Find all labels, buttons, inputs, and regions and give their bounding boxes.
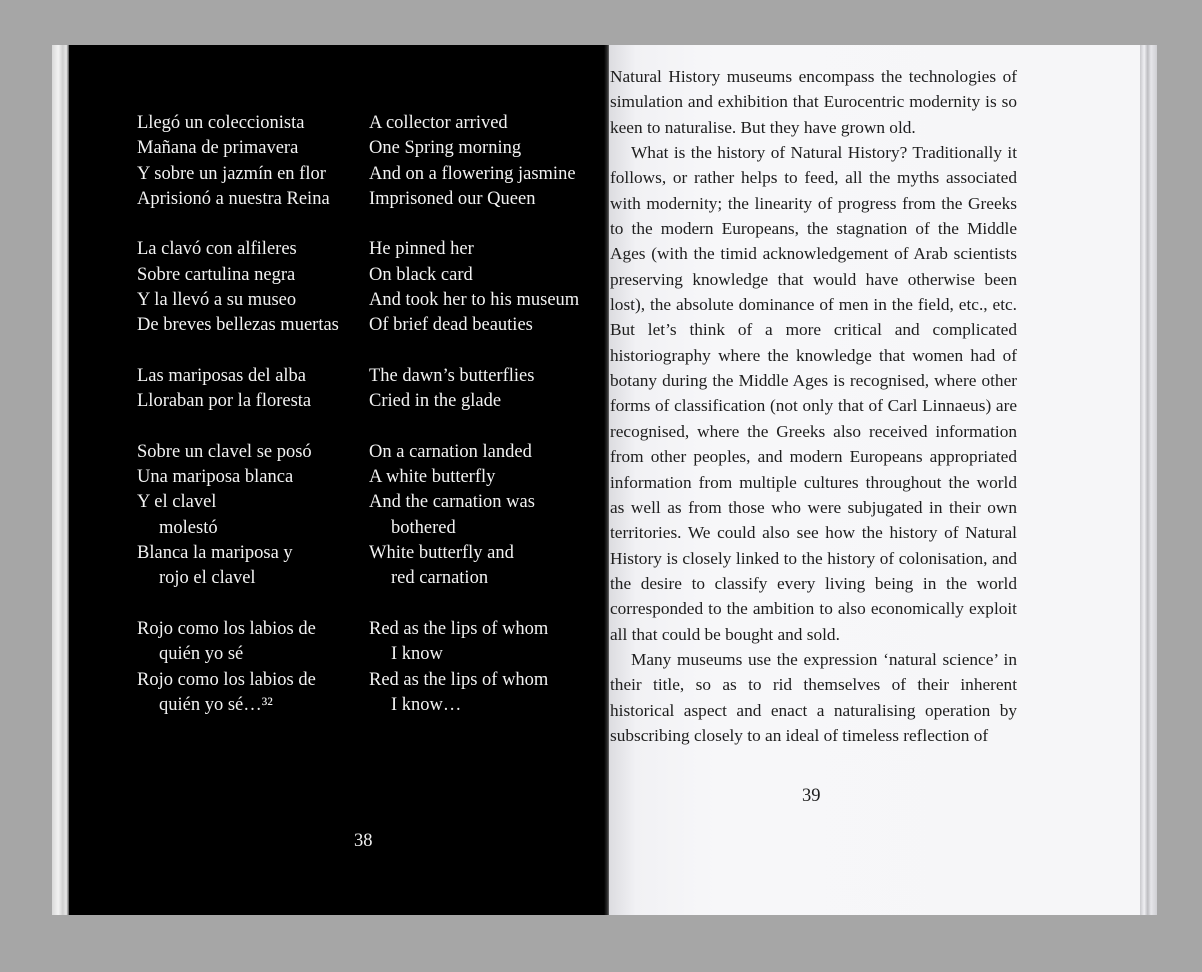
essay-text [610, 64, 1017, 748]
poem-line: red carnation [391, 568, 489, 589]
poem-line: Y el clavel [137, 492, 217, 513]
left-page [69, 45, 607, 915]
poem-line: Llegó un coleccionista [137, 113, 305, 133]
poem-line: I know… [391, 694, 462, 715]
poem-line: quién yo sé [159, 644, 244, 665]
stanza [369, 237, 604, 338]
stanza [137, 617, 362, 718]
stanza [369, 617, 604, 718]
paragraph: What is the history of Natural History? Traditionally it follows, or rather helps to feed, all the myths associated with modernity; the linearity of progress from the Greeks to the modern Europeans, the stagnation of the Middle Ages (with the timid acknowledgement of Arab scientists preserving knowledge that would have otherwise been lost), the absolute dominance of men in the field, etc., etc. But let’s think of a more critical and complicated historiography where the knowledge that women had of botany during the Middle Ages is recognised, where other forms of classification (not only that of Carl Linnaeus) are recognised, where the Greeks also received information from other peoples, and modern Europeans appropriated information from multiple cultures throughout the world as well as from those who were subjugated in their own territories. We could also see how the history of Natural History is closely linked to the history of colonisation, and the desire to classify every living being in the world corresponded to the ambition to also economically exploit all that could be bought and sold. [610, 143, 1017, 644]
poem-line: Sobre un clavel se posó [137, 441, 312, 462]
poem-line: Of brief dead beauties [369, 315, 533, 336]
poem-line: And the carnation was [369, 492, 535, 513]
poem-line: Lloraban por la floresta [137, 391, 312, 412]
left-page-edges [52, 45, 70, 915]
poem-line: rojo el clavel [159, 568, 256, 589]
poem-line: Las mariposas del alba [137, 365, 307, 386]
poem-line: Sobre cartulina negra [137, 264, 296, 285]
poem-line: Aprisionó a nuestra Reina [137, 188, 330, 209]
spanish-poem [137, 111, 362, 743]
poem-line: De breves bellezas muertas [137, 315, 339, 336]
page-number-right: 39 [802, 786, 821, 806]
stanza [369, 364, 604, 415]
english-poem [369, 111, 604, 743]
stanza [369, 111, 604, 212]
poem-line: Blanca la mariposa y [137, 543, 293, 564]
page-number-left: 38 [354, 831, 373, 851]
poem-line: molestó [159, 517, 218, 538]
poem-line: And on a flowering jasmine [369, 163, 576, 184]
poem-line: On a carnation landed [369, 441, 532, 462]
stanza [137, 237, 362, 338]
right-page-edges [1140, 45, 1157, 915]
stanza [137, 111, 362, 212]
paragraph: Many museums use the expression ‘natural science’ in their title, so as to rid themselves of their inherent historical aspect and enact a naturalising operation by subscribing closely to an ideal of timeless reflection of [610, 649, 1017, 745]
poem-line: He pinned her [369, 239, 474, 260]
poem-line: White butterfly and [369, 543, 514, 564]
poem-line: Rojo como los labios de [137, 669, 316, 690]
poem-line: bothered [391, 517, 456, 538]
poem-line: On black card [369, 264, 473, 285]
poem-line: Mañana de primavera [137, 138, 299, 159]
poem-line: Y sobre un jazmín en flor [137, 163, 326, 184]
poem-line: Una mariposa blanca [137, 467, 294, 488]
stanza [137, 364, 362, 415]
poem-line: A collector arrived [369, 113, 508, 133]
stanza [369, 440, 604, 592]
poem-line: Rojo como los labios de [137, 618, 316, 639]
poem-line: Imprisoned our Queen [369, 188, 536, 209]
poem-line: Cried in the glade [369, 391, 502, 412]
poem-line: La clavó con alfileres [137, 239, 297, 260]
stanza [137, 440, 362, 592]
poem-line: And took her to his museum [369, 290, 580, 311]
poem-line: quién yo sé…³² [159, 694, 273, 715]
poem-line: Red as the lips of whom [369, 618, 549, 639]
paragraph: Natural History museums encompass the technologies of simulation and exhibition that Eurocentric modernity is so keen to naturalise. But they have grown old. [610, 67, 1017, 137]
poem-line: The dawn’s butterflies [369, 365, 535, 386]
poem-line: Y la llevó a su museo [137, 290, 297, 311]
poem-line: A white butterfly [369, 467, 496, 488]
poem-line: Red as the lips of whom [369, 669, 549, 690]
poem-line: One Spring morning [369, 138, 522, 159]
poem-line: I know [391, 644, 443, 665]
